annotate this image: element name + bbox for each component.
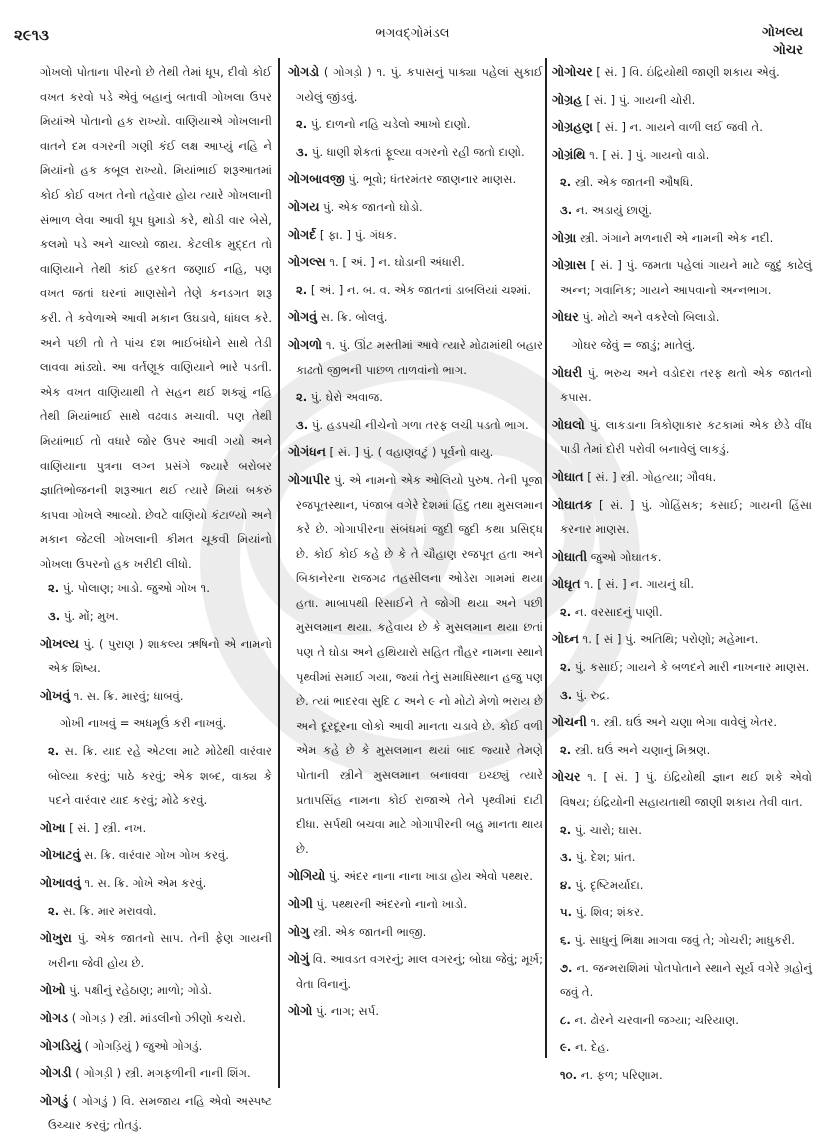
dictionary-entry bbox=[552, 465, 812, 490]
definition-text: ૧. [ સં. ] પું. ઇંદ્રિયોથી જ્ઞાન થઈ શકે એવો વિષય; ઇંદ્રિયોની સહાયતાથી જાણી શકાય તેવી વાત. bbox=[560, 770, 812, 810]
entry-definition bbox=[40, 926, 272, 975]
sense-text: પું. ધાણી શેકતાં ફૂલ્યા વગરનો રહી જતો દાણો. bbox=[311, 144, 525, 159]
headword: ગોગલ્સ bbox=[288, 254, 326, 270]
entry-definition bbox=[552, 143, 812, 168]
headword: ગોખા bbox=[40, 819, 66, 835]
definition-text: [ સં. ] પું. ગાયની ચોરી. bbox=[585, 92, 696, 107]
definition-text: [ સં. ] પું. ગોહિંસક; કસાઈ; ગાયની હિંસા કરનાર માણસ. bbox=[560, 497, 812, 537]
sense-number: ૩. bbox=[48, 609, 61, 624]
dictionary-entry bbox=[40, 978, 272, 1003]
headword: ગોગો bbox=[288, 1003, 313, 1019]
dictionary-entry bbox=[288, 333, 543, 437]
entry-definition bbox=[552, 545, 812, 570]
definition-text: [ સં. ] પું. ( વહાણવટું ) પૂર્વનો વાયુ. bbox=[329, 445, 494, 460]
sense bbox=[288, 413, 543, 438]
entry-definition bbox=[288, 468, 543, 862]
definition-text: પું. નાગ; સર્પ. bbox=[315, 1004, 380, 1019]
definition-text: જુઓ ગોઘાતક. bbox=[590, 549, 662, 564]
headword: ગોગર્દ bbox=[288, 226, 317, 242]
sense-text: સ. ક્રિ. યાદ રહે એટલા માટે મોઢેથી વારંવાર બોલ્યા કરવું; પાઠે કરવું; એક શબ્દ, વાક્ય કે પદને વારંવાર યાદ કરવું; મોઢે કરવું. bbox=[48, 744, 272, 808]
dictionary-entry bbox=[40, 684, 272, 813]
sense-number: ૨. bbox=[296, 390, 308, 405]
sense-number: ૯. bbox=[560, 1040, 572, 1055]
headword: ગોઘાતક bbox=[552, 496, 593, 512]
sense-number: ૨. bbox=[296, 117, 308, 132]
column-divider bbox=[278, 58, 280, 1088]
entry-definition bbox=[552, 572, 812, 597]
sense-text: પું. દેશ; પ્રાંત. bbox=[575, 850, 636, 865]
page-number: ૨૯૧૩ bbox=[14, 26, 50, 44]
dictionary-entry bbox=[288, 440, 543, 465]
headword: ગોખો bbox=[40, 982, 66, 998]
column-3 bbox=[552, 60, 812, 1106]
sense-text: પું. ચારો; ઘાસ. bbox=[574, 822, 642, 837]
sense bbox=[552, 928, 812, 953]
definition-text: સ્ત્રી. ગંગાને મળનારી એ નામની એક નદી. bbox=[579, 230, 774, 245]
guide-word-last: ગોચર bbox=[773, 43, 803, 58]
dictionary-entry bbox=[40, 816, 272, 841]
dictionary-entry bbox=[288, 305, 543, 330]
sense-text: પું. શિવ; શંકર. bbox=[575, 905, 644, 920]
entry-definition bbox=[552, 115, 812, 140]
headword: ગોખવું bbox=[40, 687, 71, 703]
entry-definition bbox=[288, 947, 543, 996]
sense bbox=[40, 576, 272, 601]
dictionary-entry bbox=[552, 115, 812, 140]
headword: ગોગંધન bbox=[288, 444, 326, 460]
entry-definition bbox=[552, 88, 812, 113]
definition-text: પું. અંદર નાના નાના ખાડા હોય એવો પથ્થર. bbox=[328, 869, 533, 884]
entry-definition bbox=[552, 465, 812, 490]
definition-text: સ. ક્રિ. વારંવાર ગોખ ગોખ કરવું. bbox=[83, 848, 229, 863]
entry-definition bbox=[40, 843, 272, 868]
definition-text: પું. ( પુરાણ ) શાકલ્ય ઋષિનો એ નામનો એક શિષ્ય. bbox=[48, 636, 273, 676]
dictionary-entry bbox=[40, 1006, 272, 1031]
headword: ગોચર bbox=[552, 769, 581, 785]
dictionary-entry bbox=[40, 1061, 272, 1086]
sense bbox=[552, 1063, 812, 1088]
dictionary-entry bbox=[552, 361, 812, 410]
entry-definition bbox=[40, 1089, 272, 1138]
dictionary-entry bbox=[552, 253, 812, 302]
book-title: ભગવદ્ગોમંડલ bbox=[375, 26, 450, 41]
headword: ગોગડી bbox=[40, 1065, 72, 1081]
headword: ગોગાપીર bbox=[288, 471, 331, 487]
definition-text: ૧. [ સં ] પું. અતિથિ; પરોણો; મહેમાન. bbox=[582, 632, 759, 647]
headword: ગોગબાવજી bbox=[288, 171, 345, 187]
entry-definition bbox=[288, 167, 543, 192]
sense-text: ન. ફળ; પરિણામ. bbox=[580, 1067, 663, 1082]
sense-number: ૨. bbox=[560, 604, 572, 619]
sense-number: ૨. bbox=[560, 822, 572, 837]
headword: ગોઘ્ન bbox=[552, 631, 579, 647]
sense bbox=[552, 1008, 812, 1033]
guide-word-first: ગોખલ્ય bbox=[762, 25, 803, 40]
entry-definition bbox=[40, 816, 272, 841]
definition-text: [ સં. ] ન. ગાયને વાળી લઈ જવી તે. bbox=[596, 120, 763, 135]
definition-text: ૧. સ. ક્રિ. ગોખે એમ કરવું. bbox=[84, 876, 207, 890]
definition-text: ૧. [ સં. ] ન. ગાયનું ઘી. bbox=[584, 577, 695, 592]
sense-text: પું. રુદ્ર. bbox=[575, 687, 610, 702]
sense bbox=[288, 278, 543, 303]
sense bbox=[552, 956, 812, 1005]
column-2 bbox=[288, 60, 543, 1106]
dictionary-entry bbox=[552, 60, 812, 85]
sense-number: ૨. bbox=[296, 282, 308, 297]
sense-text: સ્ત્રી. એક જાતની ઔષધિ. bbox=[574, 175, 694, 190]
entry-definition bbox=[288, 195, 543, 220]
sense bbox=[40, 899, 272, 924]
definition-text: ૧. સ્ત્રી. ઘઉં અને ચણા ભેગા વાવેલું ખેતર. bbox=[590, 715, 778, 730]
sense-number: ૩. bbox=[296, 417, 309, 432]
sense-number: ૨. bbox=[560, 660, 572, 675]
sense-text: સ્ત્રી. ઘઉં અને ચણાનું મિશ્રણ. bbox=[574, 742, 711, 757]
headword: ગોખાવવું bbox=[40, 875, 81, 890]
sense bbox=[552, 845, 812, 870]
headword: ગોગોચર bbox=[552, 64, 593, 79]
entry-definition bbox=[288, 920, 543, 945]
sense bbox=[288, 140, 543, 165]
entry-definition bbox=[40, 684, 272, 709]
entry-definition bbox=[552, 413, 812, 462]
dictionary-entry bbox=[552, 710, 812, 762]
sense-text: પું. પોલાણ; ખાડો. જુઓ ગોખ ૧. bbox=[62, 581, 210, 596]
sense bbox=[552, 170, 812, 195]
definition-text: [ સં. ] વિ. ઇંદ્રિયોથી જાણી શકાય એવું. bbox=[596, 65, 780, 79]
entry-definition bbox=[288, 305, 543, 330]
headword: ગોગડિયું bbox=[40, 1037, 81, 1053]
definition-text: ૧. પું. ઊંટ મસ્તીમાં આવે ત્યારે મોઢામાંથી બહાર કાઢતો જીભની પાછળ તાળવાંનો ભાગ. bbox=[296, 337, 544, 377]
definition-text: પું. પક્ષીનું રહેઠાણ; માળો; ગોડો. bbox=[69, 983, 212, 998]
headword: ગોગ્રા bbox=[552, 229, 577, 245]
dictionary-entry bbox=[288, 999, 543, 1024]
headword: ગોગડ bbox=[40, 1009, 68, 1025]
entry-definition bbox=[552, 493, 812, 542]
sense-number: ૨. bbox=[48, 581, 60, 596]
entry-definition bbox=[552, 253, 812, 302]
entry-definition bbox=[40, 871, 272, 896]
sense-text: ન. વરસાદનું પાણી. bbox=[574, 604, 663, 619]
sense-number: ૨. bbox=[560, 742, 572, 757]
sense-number: ૫. bbox=[560, 905, 573, 920]
sense-number: ૩. bbox=[560, 202, 573, 217]
dictionary-entry bbox=[552, 572, 812, 624]
dictionary-entry bbox=[40, 1034, 272, 1059]
dictionary-entry bbox=[40, 871, 272, 923]
dictionary-entry bbox=[288, 60, 543, 164]
definition-text: ( ગોગડ઼ ) સ્ત્રી. માંડલીનો ઝીણો કચરો. bbox=[71, 1010, 246, 1025]
definition-text: ૧. [ સં. ] પું. ગાયનો વાડો. bbox=[589, 147, 710, 162]
definition-text: પું. એક જાતનો ઘોડો. bbox=[323, 199, 423, 214]
headword: ગોગડું bbox=[40, 1092, 68, 1108]
entry-definition bbox=[288, 223, 543, 248]
sense-number: ૩. bbox=[296, 144, 309, 159]
entry-definition bbox=[552, 226, 812, 251]
sense bbox=[552, 900, 812, 925]
sense bbox=[552, 1035, 812, 1060]
sense-text: પું. સાધુનું ભિક્ષા માગવા જવું તે; ગોચરી; માધુકરી. bbox=[574, 933, 795, 947]
sense bbox=[552, 600, 812, 625]
dictionary-entry bbox=[288, 864, 543, 889]
column-divider bbox=[545, 58, 547, 1058]
dictionary-entry bbox=[288, 892, 543, 917]
sense-text: ન. ઢોરને ચરવાની જગ્યા; ચરિયાણ. bbox=[574, 1012, 739, 1027]
entry-definition bbox=[552, 710, 812, 735]
headword: ગોગ્રહણ bbox=[552, 119, 593, 135]
dictionary-entry bbox=[40, 926, 272, 975]
dictionary-entry bbox=[288, 920, 543, 945]
sense bbox=[552, 198, 812, 223]
headword: ગોગુ bbox=[288, 923, 310, 939]
sense-number: ૨. bbox=[560, 175, 572, 190]
sense-number: ૪. bbox=[560, 877, 572, 892]
headword: ગોખાટવું bbox=[40, 847, 81, 863]
headword: ગોખુરા bbox=[40, 930, 72, 946]
headword: ગોગું bbox=[288, 951, 310, 967]
definition-text: ( ગોગડ઼િયું ) જુઓ ગોગડું. bbox=[84, 1038, 203, 1053]
sense-text: પું. દાળનો નહિ ચડેલો આખો દાણો. bbox=[310, 117, 471, 132]
dictionary-entry bbox=[288, 468, 543, 862]
sense bbox=[552, 738, 812, 763]
entry-definition bbox=[40, 632, 272, 681]
entry-definition bbox=[552, 60, 812, 85]
sense-number: ૨. bbox=[48, 903, 60, 918]
entry-definition bbox=[40, 1034, 272, 1059]
dictionary-entry bbox=[40, 576, 272, 628]
headword: ગોચની bbox=[552, 714, 587, 730]
entry-definition bbox=[288, 440, 543, 465]
continued-paragraph: ગોખલો પોતાના પીરનો છે તેથી તેમાં ધૂપ, દીવો કોઈ વખત કરવો પડે એવું બહાનું બતાવી ગોખલા ઉપર મિયાંએ પોતાનો હક રાખ્યો. વાણિયાએ ગોખલાની વાતને દમ વગરની ગણી કંઈ લક્ષ આપ્યું નહિ ને મિયાંનો હક કબૂલ રાખ્યો. મિયાંભાઈ શરૂઆતમાં કોઈ કોઈ વખત તેનો તહેવાર હોય ત્યારે ગોખલાની સંભાળ લેવા આવી ધૂપ ધુમાડો કરે, થોડી વાર બેસે, કલમો પડે અને ચાલ્યો જાય. કેટલીક મુદ્દત તો વાણિયાને તેથી કાંઈ હરકત જણાઈ નહિ, પણ વખત જતાં ઘરનાં માણસોને તેણે કનડગત શરૂ કરી. તે કવેળાએ આવી મકાન ઉઘડાવે, ધાંધલ કરે. અને પછી તો તે પાંચ દશ ભાઈબંધોને સાથે તેડી લાવવા માંડ્યો. આ વર્તણૂક વાણિયાને ભારે પડતી. એક વખત વાણિયાથી તે સહન થઈ શક્યું નહિ તેથી મિયાંભાઈ સાથે વઢવાડ મચાવી. પણ તેથી મિયાંભાઈ તો વધારે જોર ઉપર આવી ગયો અને વાણિયાના પુત્રના લગ્ન પ્રસંગે જ્યારે બરોબર જ્ઞાતિભોજનની શરૂઆત થઈ ત્યારે મિયાં બકરું કાપવા ગોખલે આવ્યો. છેવટે વાણિયો કંટાળ્યો અને મકાન જેટલી ગોખલાની કીમત ચૂકવી મિયાંનો ગોખલા ઉપરનો હક ખરીદી લીધો. bbox=[40, 65, 272, 571]
headword: ગોઘાતી bbox=[552, 548, 588, 564]
sense-text: ન. જન્મરાશિમાં પોતપોતાને સ્થાને સૂર્ય વગેરે ગ્રહોનું જવું તે. bbox=[560, 960, 812, 1000]
sense-text: પું. મોં; મુખ. bbox=[63, 609, 119, 624]
sense-text: પું. ઘેરો અવાજ. bbox=[310, 390, 383, 405]
page-header bbox=[0, 12, 825, 58]
sense-number: ૩. bbox=[560, 850, 573, 865]
sense bbox=[40, 604, 272, 629]
dictionary-entry bbox=[288, 195, 543, 220]
sense-text: પું. હડપચી નીચેનો ગળા તરફ લચી પડતો ભાગ. bbox=[311, 417, 529, 432]
headword: ગોઘર bbox=[552, 309, 579, 325]
sense-text: પું. કસાઈ; ગાયને કે બળદને મારી નાખનાર માણસ. bbox=[574, 660, 810, 675]
usage-example: ગોઘર જેવું = જાડું; માતેલું. bbox=[572, 337, 696, 352]
entry-definition bbox=[40, 1006, 272, 1031]
sense bbox=[288, 385, 543, 410]
headword: ગોઘલો bbox=[552, 416, 585, 432]
definition-text: ( ગોગડ઼ું ) વિ. સમજાય નહિ એવો અસ્પષ્ટ ઉચ્ચાર કરવું; તોતડું. bbox=[48, 1093, 272, 1133]
sense-text: પું. દૃષ્ટિમર્યાદા. bbox=[575, 877, 644, 892]
sense-number: ૬. bbox=[560, 933, 571, 947]
definition-text: પું. એક જાતનો સાપ. તેની ફેણ ગાયની ખરીના જેવી હોય છે. bbox=[48, 931, 273, 970]
headword: ગોગ્રાસ bbox=[552, 257, 587, 273]
sense-number: ૮. bbox=[560, 1012, 571, 1027]
entry-definition bbox=[40, 978, 272, 1003]
definition-text: સ. ક્રિ. બોલવું. bbox=[320, 310, 388, 325]
entry-definition bbox=[288, 60, 543, 109]
definition-text: [ સં. ] સ્ત્રી. ગોહત્યા; ગૌવધ. bbox=[587, 469, 717, 484]
entry-definition bbox=[288, 892, 543, 917]
definition-text: વિ. આવડત વગરનું; માલ વગરનું; બોઘા જેવું; મૂર્ખ; વેતા વિનાનું. bbox=[296, 952, 543, 991]
definition-text: પું. એ નામનો એક ઓલિયો પુરુષ. તેની પૂજા રજપૂતસ્થાન, પંજાબ વગેરે દેશમાં હિંદુ તથા મુસલમાન કરે છે. ગોગાપીરના સંબંધમાં જુદી જુદી કથા પ્રસિદ્ધ છે. કોઈ કોઈ કહે છે કે તે ચૌહાણ રજપૂત હતા અને બિકાનેરના રાજગઢ તહસીલના ઓડેરા ગામમાં થયા હતા. માબાપથી રિસાઈને તે જોગી થયા અને પછી મુસલમાન થયા. કહેવાય છે કે મુસલમાન થયા છતાં પણ તે ઘોડા અને હથિયારો સહિત તૌહર નામના સ્થાને પૃથ્વીમાં સમાઈ ગયા, જ્યાં તેનું સમાધિસ્થાન હજુ પણ છે. ત્યાં ભાદરવા સુદિ ૮ અને ૯ નો મોટો મેળો ભરાય છે અને દૂરદૂરના લોકો આવી માનતા ચડાવે છે. કોઈ વળી એમ કહે છે કે મુસલમાન થયાં બાદ જ્યારે તેમણે પોતાની સ્ત્રીને મુસલમાન બનાવવા ઇચ્છ્યું ત્યારે પ્રતાપસિંહ નામના કોઈ રાજાએ તેને પૃથ્વીમાં દાટી દીધા. સર્પથી બચવા માટે ગોગાપીરની બહુ માનતા થાય છે. bbox=[296, 472, 543, 856]
headword: ગોઘરી bbox=[552, 364, 583, 380]
dictionary-entry bbox=[552, 88, 812, 113]
headword: ગોખલ્ય bbox=[40, 635, 79, 651]
headword: ગોગિયો bbox=[288, 868, 326, 884]
dictionary-entry bbox=[552, 413, 812, 462]
entry-definition bbox=[552, 361, 812, 410]
definition-text: પું. પથ્થરની અંદરનો નાનો ખાડો. bbox=[316, 897, 468, 911]
guide-words bbox=[762, 24, 803, 60]
headword: ગોગ્રંથિ bbox=[552, 146, 586, 162]
sense-number: ૭. bbox=[560, 960, 573, 975]
headword: ગોગળો bbox=[288, 336, 322, 352]
sense bbox=[552, 655, 812, 680]
definition-text: [ સં. ] સ્ત્રી. નખ. bbox=[69, 820, 147, 835]
headword: ગોગય bbox=[288, 198, 320, 214]
dictionary-entry bbox=[552, 226, 812, 251]
headword: ગોગવું bbox=[288, 309, 317, 325]
sense-text: સ. ક્રિ. માર મરાવવો. bbox=[62, 903, 157, 918]
definition-text: પું. ભૂવો; ધંતરમંતર જાણનાર માણસ. bbox=[348, 172, 517, 187]
sense-text: [ અં. ] ન. બ. વ. એક જાતનાં ડાબલિયાં ચશ્માં. bbox=[310, 282, 532, 297]
dictionary-entry bbox=[552, 765, 812, 1087]
definition-text: સ્ત્રી. એક જાતની ભાજી. bbox=[312, 924, 427, 939]
headword: ગોગ્રહ bbox=[552, 91, 582, 107]
definition-text: પું. લાકડાના ત્રિકોણાકાર કટકામાં એક છેડે વીંધ પાડી તેમાં દોરી પરોવી બનાવેલું લાકડું. bbox=[560, 417, 813, 457]
sense bbox=[552, 683, 812, 708]
dictionary-entry bbox=[288, 947, 543, 996]
definition-text: પું. ભરુચ અને વડોદરા તરફ થતો એક જાતનો કપાસ. bbox=[560, 365, 812, 405]
column-1 bbox=[40, 60, 273, 1133]
sense bbox=[552, 873, 812, 898]
entry-definition bbox=[40, 1061, 272, 1086]
dictionary-entry bbox=[288, 223, 543, 248]
entry-definition bbox=[288, 864, 543, 889]
sense-number: ૨. bbox=[48, 744, 60, 759]
dictionary-entry bbox=[40, 843, 272, 868]
dictionary-entry bbox=[552, 143, 812, 223]
headword: ગોઘાત bbox=[552, 468, 584, 484]
usage-example: ગોખી નાખવું = અધમૂઉં કરી નાખવું. bbox=[60, 716, 227, 731]
sense-number: ૧૦. bbox=[560, 1067, 578, 1082]
entry-definition bbox=[288, 250, 543, 275]
sense-text: ન. દેહ. bbox=[574, 1040, 610, 1055]
sense-number: ૩. bbox=[560, 687, 573, 702]
headword: ગોઘૃત bbox=[552, 576, 581, 592]
dictionary-entry bbox=[40, 1089, 272, 1138]
sense bbox=[552, 818, 812, 843]
headword: ગોગી bbox=[288, 896, 313, 911]
sense bbox=[288, 112, 543, 137]
entry-definition bbox=[552, 627, 812, 652]
dictionary-entry bbox=[552, 627, 812, 707]
headword: ગોગડો bbox=[288, 64, 320, 79]
sense-text: ન. અડાયું છાણું. bbox=[575, 202, 653, 217]
definition-text: ( ગોગડ઼ો ) ૧. પું. કપાસનું પાક્યા પહેલાં સુકાઈ ગયેલું જીંડવું. bbox=[296, 65, 543, 104]
entry-definition bbox=[552, 765, 812, 814]
dictionary-entry bbox=[288, 167, 543, 192]
dictionary-entry bbox=[552, 305, 812, 357]
definition-text: [ ફા. ] પું. ગંધક. bbox=[319, 227, 397, 242]
entry-definition bbox=[552, 305, 812, 330]
sense bbox=[40, 739, 272, 813]
dictionary-entry bbox=[40, 632, 272, 681]
entry-definition bbox=[288, 999, 543, 1024]
dictionary-entry bbox=[552, 545, 812, 570]
definition-text: ૧. [ અં. ] ન. ઘોડાની અંધારી. bbox=[329, 255, 465, 270]
definition-text: ( ગોગડ઼ી ) સ્ત્રી. મગફળીની નાની શિંગ. bbox=[75, 1066, 251, 1081]
definition-text: [ સં. ] પું. જમતા પહેલાં ગાયને માટે જુદું કાઢેલું અન્ન; ગવાનિક; ગાયને આપવાનો અન્નભાગ. bbox=[560, 258, 812, 297]
entry-definition bbox=[288, 333, 543, 382]
definition-text: ૧. સ. ક્રિ. મારવું; ધાબવું. bbox=[73, 688, 184, 703]
dictionary-entry bbox=[552, 493, 812, 542]
definition-text: પું. મોટો અને વકરેલો બિલાડો. bbox=[582, 310, 720, 325]
dictionary-entry bbox=[288, 250, 543, 302]
